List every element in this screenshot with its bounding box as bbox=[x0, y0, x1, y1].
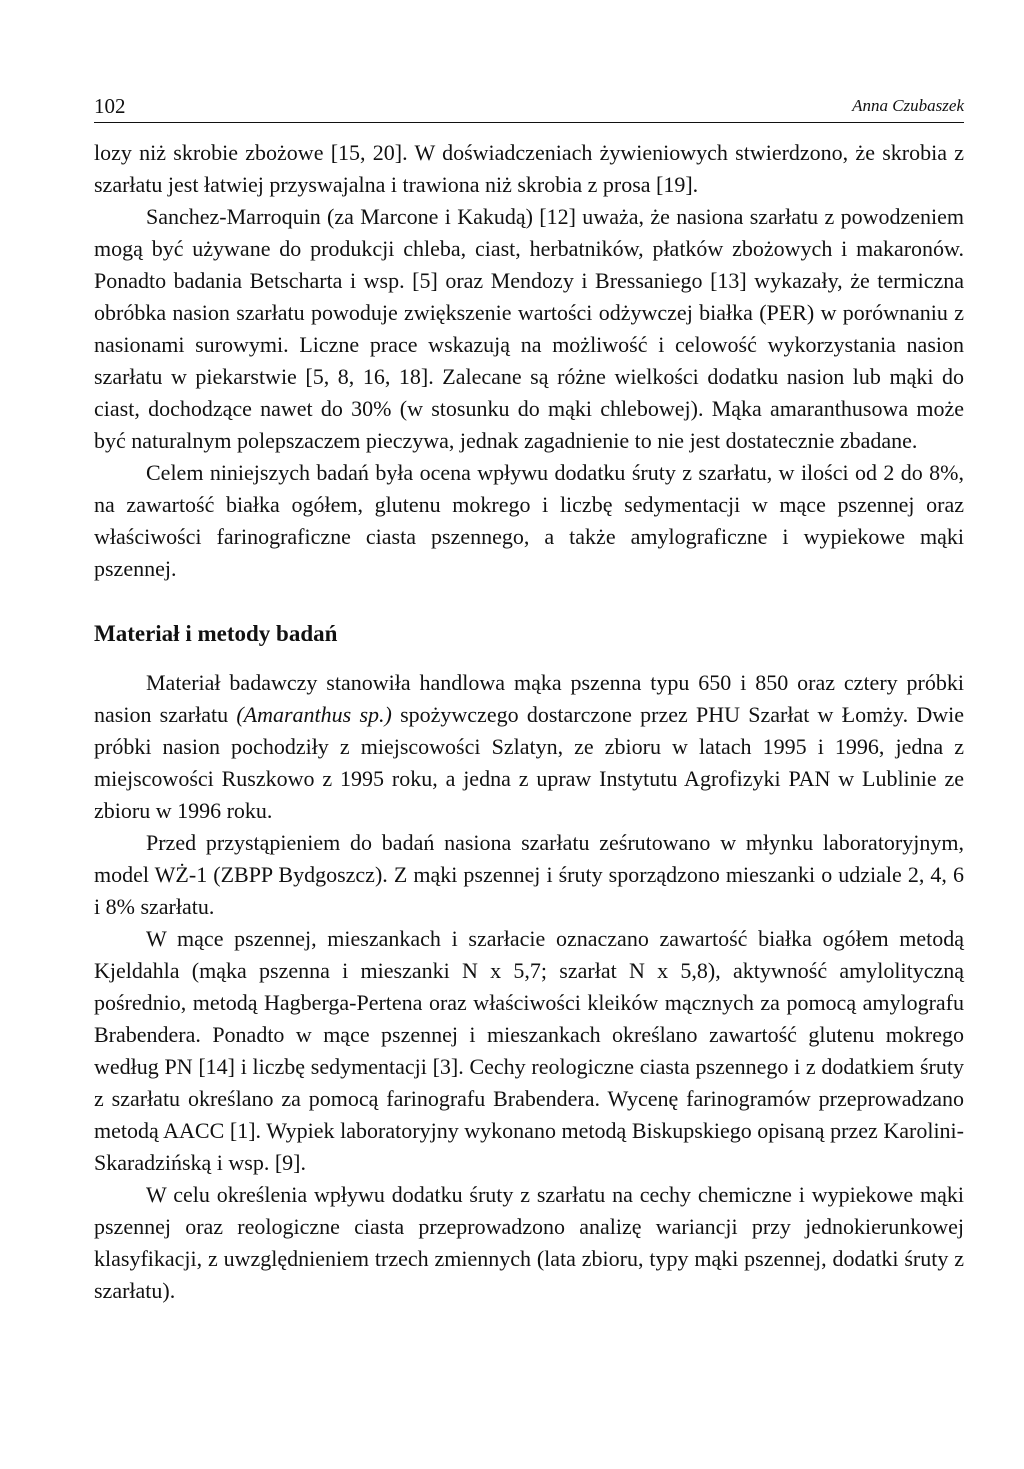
paragraph: Sanchez-Marroquin (za Marcone i Kakudą) [12] uważa, że nasiona szarłatu z powodzeniem mogą być używane do produkcji chleba, ciast, herbatników, płatków zbożowych i makaronów. Ponadto badania Betscharta i wsp. [5] oraz Mendozy i Bressaniego [13] wykazały, że termiczna obróbka nasion szarłatu powoduje zwiększenie wartości odżywczej białka (PER) w porównaniu z nasionami surowymi. Liczne prace wskazują na możliwość i celowość wykorzystania nasion szarłatu w piekarstwie [5, 8, 16, 18]. Zalecane są różne wielkości dodatku nasion lub mąki do ciast, dochodzące nawet do 30% (w stosunku do mąki chlebowej). Mąka amaranthusowa może być naturalnym polepszaczem pieczywa, jednak zagadnienie to nie jest dostatecznie zbadane. bbox=[94, 204, 964, 453]
paragraph-continued: lozy niż skrobie zbożowe [15, 20]. W doświadczeniach żywieniowych stwierdzono, że skrobia z szarłatu jest łatwiej przyswajalna i trawiona niż skrobia z prosa [19]. bbox=[94, 140, 964, 197]
text-run: Materiał badawczy stanowiła handlowa mąka pszenna typu 650 i 850 oraz cztery próbki nasion szarłatu bbox=[94, 670, 964, 727]
paragraph: W mące pszennej, mieszankach i szarłacie oznaczano zawartość białka ogółem metodą Kjeldahla (mąka pszenna i mieszanki N x 5,7; szarłat N x 5,8), aktywność amylolityczną pośrednio, metodą Hagberga-Pertena oraz właściwości kleików mącznych za pomocą amylografu Brabendera. Ponadto w mące pszennej i mieszankach określano zawartość glutenu mokrego według PN [14] i liczbę sedymentacji [3]. Cechy reologiczne ciasta pszennego i z dodatkiem śruty z szarłatu określano za pomocą farinografu Brabendera. Wycenę farinogramów przeprowadzano metodą AACC [1]. Wypiek laboratoryjny wykonano metodą Biskupskiego opisaną przez Karolini-Skaradzińską i wsp. [9]. bbox=[94, 926, 964, 1175]
paragraph-aim: Celem niniejszych badań była ocena wpływu dodatku śruty z szarłatu, w ilości od 2 do 8%, na zawartość białka ogółem, glutenu mokrego i liczbę sedymentacji w mące pszennej oraz właściwości farinograficzne ciasta pszennego, a także amylograficzne i wypiekowe mąki pszennej. bbox=[94, 460, 964, 581]
document-page bbox=[94, 88, 964, 1307]
species-name: (Amaranthus sp.) bbox=[236, 702, 392, 727]
paragraph: W celu określenia wpływu dodatku śruty z szarłatu na cechy chemiczne i wypiekowe mąki pszennej oraz reologiczne ciasta przeprowadzono analizę wariancji przy jednokierunkowej klasyfikacji, z uwzględnieniem trzech zmiennych (lata zbioru, typy mąki pszennej, dodatki śruty z szarłatu). bbox=[94, 1182, 964, 1303]
running-head bbox=[94, 88, 964, 123]
page-number: 102 bbox=[94, 94, 126, 118]
paragraph: Przed przystąpieniem do badań nasiona szarłatu ześrutowano w młynku laboratoryjnym, model WŻ-1 (ZBPP Bydgoszcz). Z mąki pszennej i śruty sporządzono mieszanki o udziale 2, 4, 6 i 8% szarłatu. bbox=[94, 830, 964, 919]
section-heading: Materiał i metody badań bbox=[94, 621, 338, 646]
text-run: spożywczego dostarczone przez PHU Szarłat w Łomży. Dwie próbki nasion pochodziły z miejscowości Szlatyn, ze zbioru w latach 1995 i 1996, jedna z miejscowości Ruszkowo z 1995 roku, a jedna z upraw Instytutu Agrofizyki PAN w Lublinie ze zbioru w 1996 roku. bbox=[94, 702, 964, 823]
running-head-author: Anna Czubaszek bbox=[852, 96, 964, 115]
paragraph-material bbox=[94, 667, 964, 827]
